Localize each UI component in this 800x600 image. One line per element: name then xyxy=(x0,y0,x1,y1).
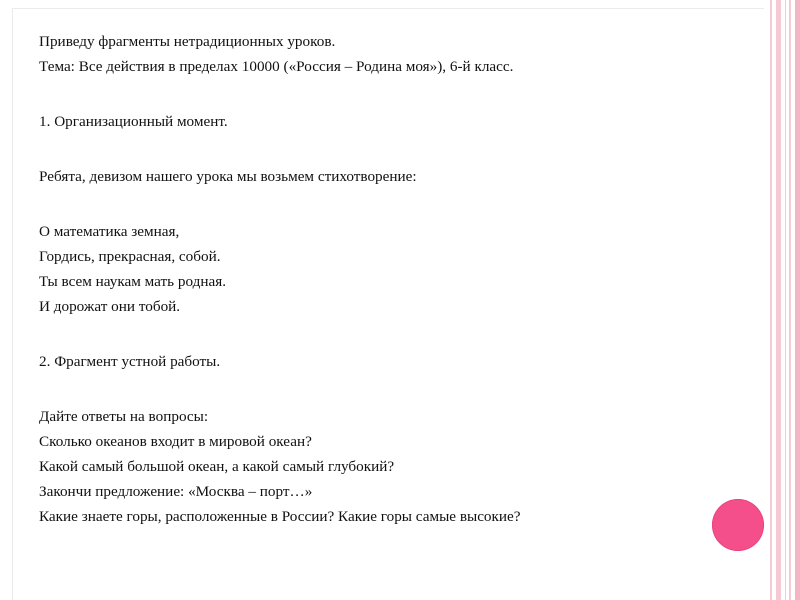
frame-left-line xyxy=(12,8,13,600)
question-4: Какие знаете горы, расположенные в России? Какие горы самые высокие? xyxy=(39,508,521,525)
decor-stripe xyxy=(770,0,772,600)
question-1: Сколько океанов входит в мировой океан? xyxy=(39,433,312,450)
poem-line-4: И дорожат они тобой. xyxy=(39,298,181,315)
topic-line: Тема: Все действия в пределах 10000 («Россия – Родина моя»), 6-й класс. xyxy=(39,58,514,75)
section-heading-2: 2. Фрагмент устной работы. xyxy=(39,353,221,370)
decor-stripe xyxy=(785,0,786,600)
section-heading-1: 1. Организационный момент. xyxy=(39,113,228,130)
decor-stripe xyxy=(789,0,791,600)
spacer xyxy=(39,319,759,349)
decor-stripe xyxy=(776,0,781,600)
spacer xyxy=(39,134,759,164)
slide-text-body xyxy=(39,29,759,529)
frame-top-line xyxy=(12,8,764,9)
motto-intro-line: Ребята, девизом нашего урока мы возьмем стихотворение: xyxy=(39,168,417,185)
questions-intro-line: Дайте ответы на вопросы: xyxy=(39,408,209,425)
spacer xyxy=(39,79,759,109)
intro-line: Приведу фрагменты нетрадиционных уроков. xyxy=(39,33,336,50)
poem-line-3: Ты всем наукам мать родная. xyxy=(39,273,227,290)
poem-line-2: Гордись, прекрасная, собой. xyxy=(39,248,221,265)
spacer xyxy=(39,189,759,219)
decor-stripe xyxy=(795,0,800,600)
spacer xyxy=(39,374,759,404)
question-2: Какой самый большой океан, а какой самый глубокий? xyxy=(39,458,395,475)
question-3: Закончи предложение: «Москва – порт…» xyxy=(39,483,313,500)
poem-line-1: О математика земная, xyxy=(39,223,180,240)
